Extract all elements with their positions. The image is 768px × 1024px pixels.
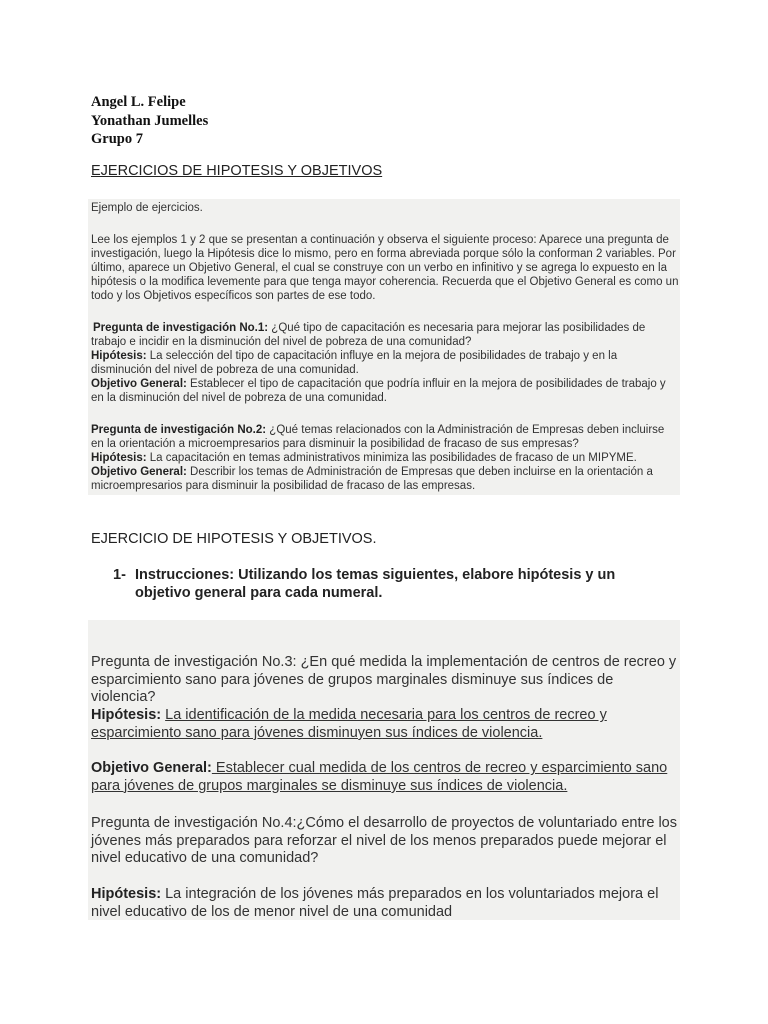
objective-label: Objetivo General:	[91, 466, 187, 478]
hypothesis-label: Hipótesis:	[91, 885, 162, 902]
exercise-4	[91, 815, 681, 921]
question-text: ¿Qué temas relacionados con la Administración de Empresas deben incluirse en la orientación a microempresarios para disminuir la posibilidad de fracaso de sus empresas?	[91, 424, 665, 450]
question-text: Pregunta de investigación No.4:¿Cómo el desarrollo de proyectos de voluntariado entre los jóvenes más preparados para reforzar el nivel de los menos preparados puede mejorar el nivel educativo de una comunidad?	[91, 815, 677, 867]
example-1	[91, 321, 679, 405]
section-title: EJERCICIO DE HIPOTESIS Y OBJETIVOS.	[91, 531, 377, 547]
hypothesis-text: La capacitación en temas administrativos minimiza las posibilidades de fracaso de un MIPYME.	[146, 452, 637, 464]
objective-text: Establecer el tipo de capacitación que podría influir en la mejora de posibilidades de trabajo y en la disminución del nivel de pobreza de una comunidad.	[91, 378, 666, 404]
author-name: Yonathan Jumelles	[91, 112, 209, 129]
intro-text: Ejemplo de ejercicios.	[91, 202, 203, 214]
hypothesis-label: Hipótesis:	[91, 350, 147, 362]
author-name: Angel L. Felipe	[91, 94, 186, 110]
objective-answer: Establecer cual medida de los centros de recreo y esparcimiento sano para jóvenes de grupos marginales se disminuye sus índices de violencia.	[91, 760, 668, 794]
instructions-text: Lee los ejemplos 1 y 2 que se presentan a continuación y observa el siguiente proceso: Aparece una pregunta de investigación, luego la Hipótesis dice lo mismo, pero en forma abreviada porque sólo la conforman 2 variables. Por último, aparece un Objetivo General, el cual se construye con un verbo en infinitivo y se agrega lo expuesto en la hipótesis o la modifica levemente para que tenga mayor coherencia. Recuerda que el Objetivo General es como un todo y los Objetivos específicos son partes de ese todo.	[91, 234, 679, 302]
document-title: EJERCICIOS DE HIPOTESIS Y OBJETIVOS	[91, 163, 383, 179]
hypothesis-label: Hipótesis:	[91, 452, 147, 464]
example-2	[91, 423, 679, 493]
objective-label: Objetivo General:	[91, 378, 187, 390]
question-text: ¿Qué tipo de capacitación es necesaria para mejorar las posibilidades de trabajo e incidir en la disminución del nivel de pobreza de una comunidad?	[91, 322, 646, 348]
question-text: Pregunta de investigación No.3: ¿En qué medida la implementación de centros de recreo y esparcimiento sano para jóvenes de grupos marginales disminuye sus índices de violencia?	[91, 654, 677, 706]
objective-label: Objetivo General:	[91, 760, 212, 777]
instructions-paragraph	[91, 233, 679, 303]
hypothesis-answer: La identificación de la medida necesaria para los centros de recreo y esparcimiento sano para jóvenes disminuyen sus índices de violencia.	[91, 707, 607, 741]
hypothesis-answer: La integración de los jóvenes más preparados en los voluntariados mejora el nivel educativo de los de menor nivel de una comunidad	[91, 885, 659, 920]
group-name: Grupo 7	[91, 131, 143, 147]
exercise-3	[91, 654, 681, 796]
hypothesis-text: La selección del tipo de capacitación influye en la mejora de posibilidades de trabajo y en la disminución del nivel de pobreza de una comunidad.	[91, 350, 618, 376]
instruction-text: Instrucciones: Utilizando los temas siguientes, elabore hipótesis y un objetivo general para cada numeral.	[135, 567, 616, 601]
instruction-number: 1-	[113, 567, 126, 583]
question-label: Pregunta de investigación No.2:	[91, 424, 267, 436]
question-label: Pregunta de investigación No.1:	[93, 322, 269, 334]
objective-text: Describir los temas de Administración de Empresas que deben incluirse en la orientación a microempresarios para disminuir la posibilidad de fracaso de las empresas.	[91, 466, 653, 492]
hypothesis-label: Hipótesis:	[91, 707, 162, 724]
authors-block	[91, 93, 208, 149]
instruction-item	[113, 566, 653, 602]
